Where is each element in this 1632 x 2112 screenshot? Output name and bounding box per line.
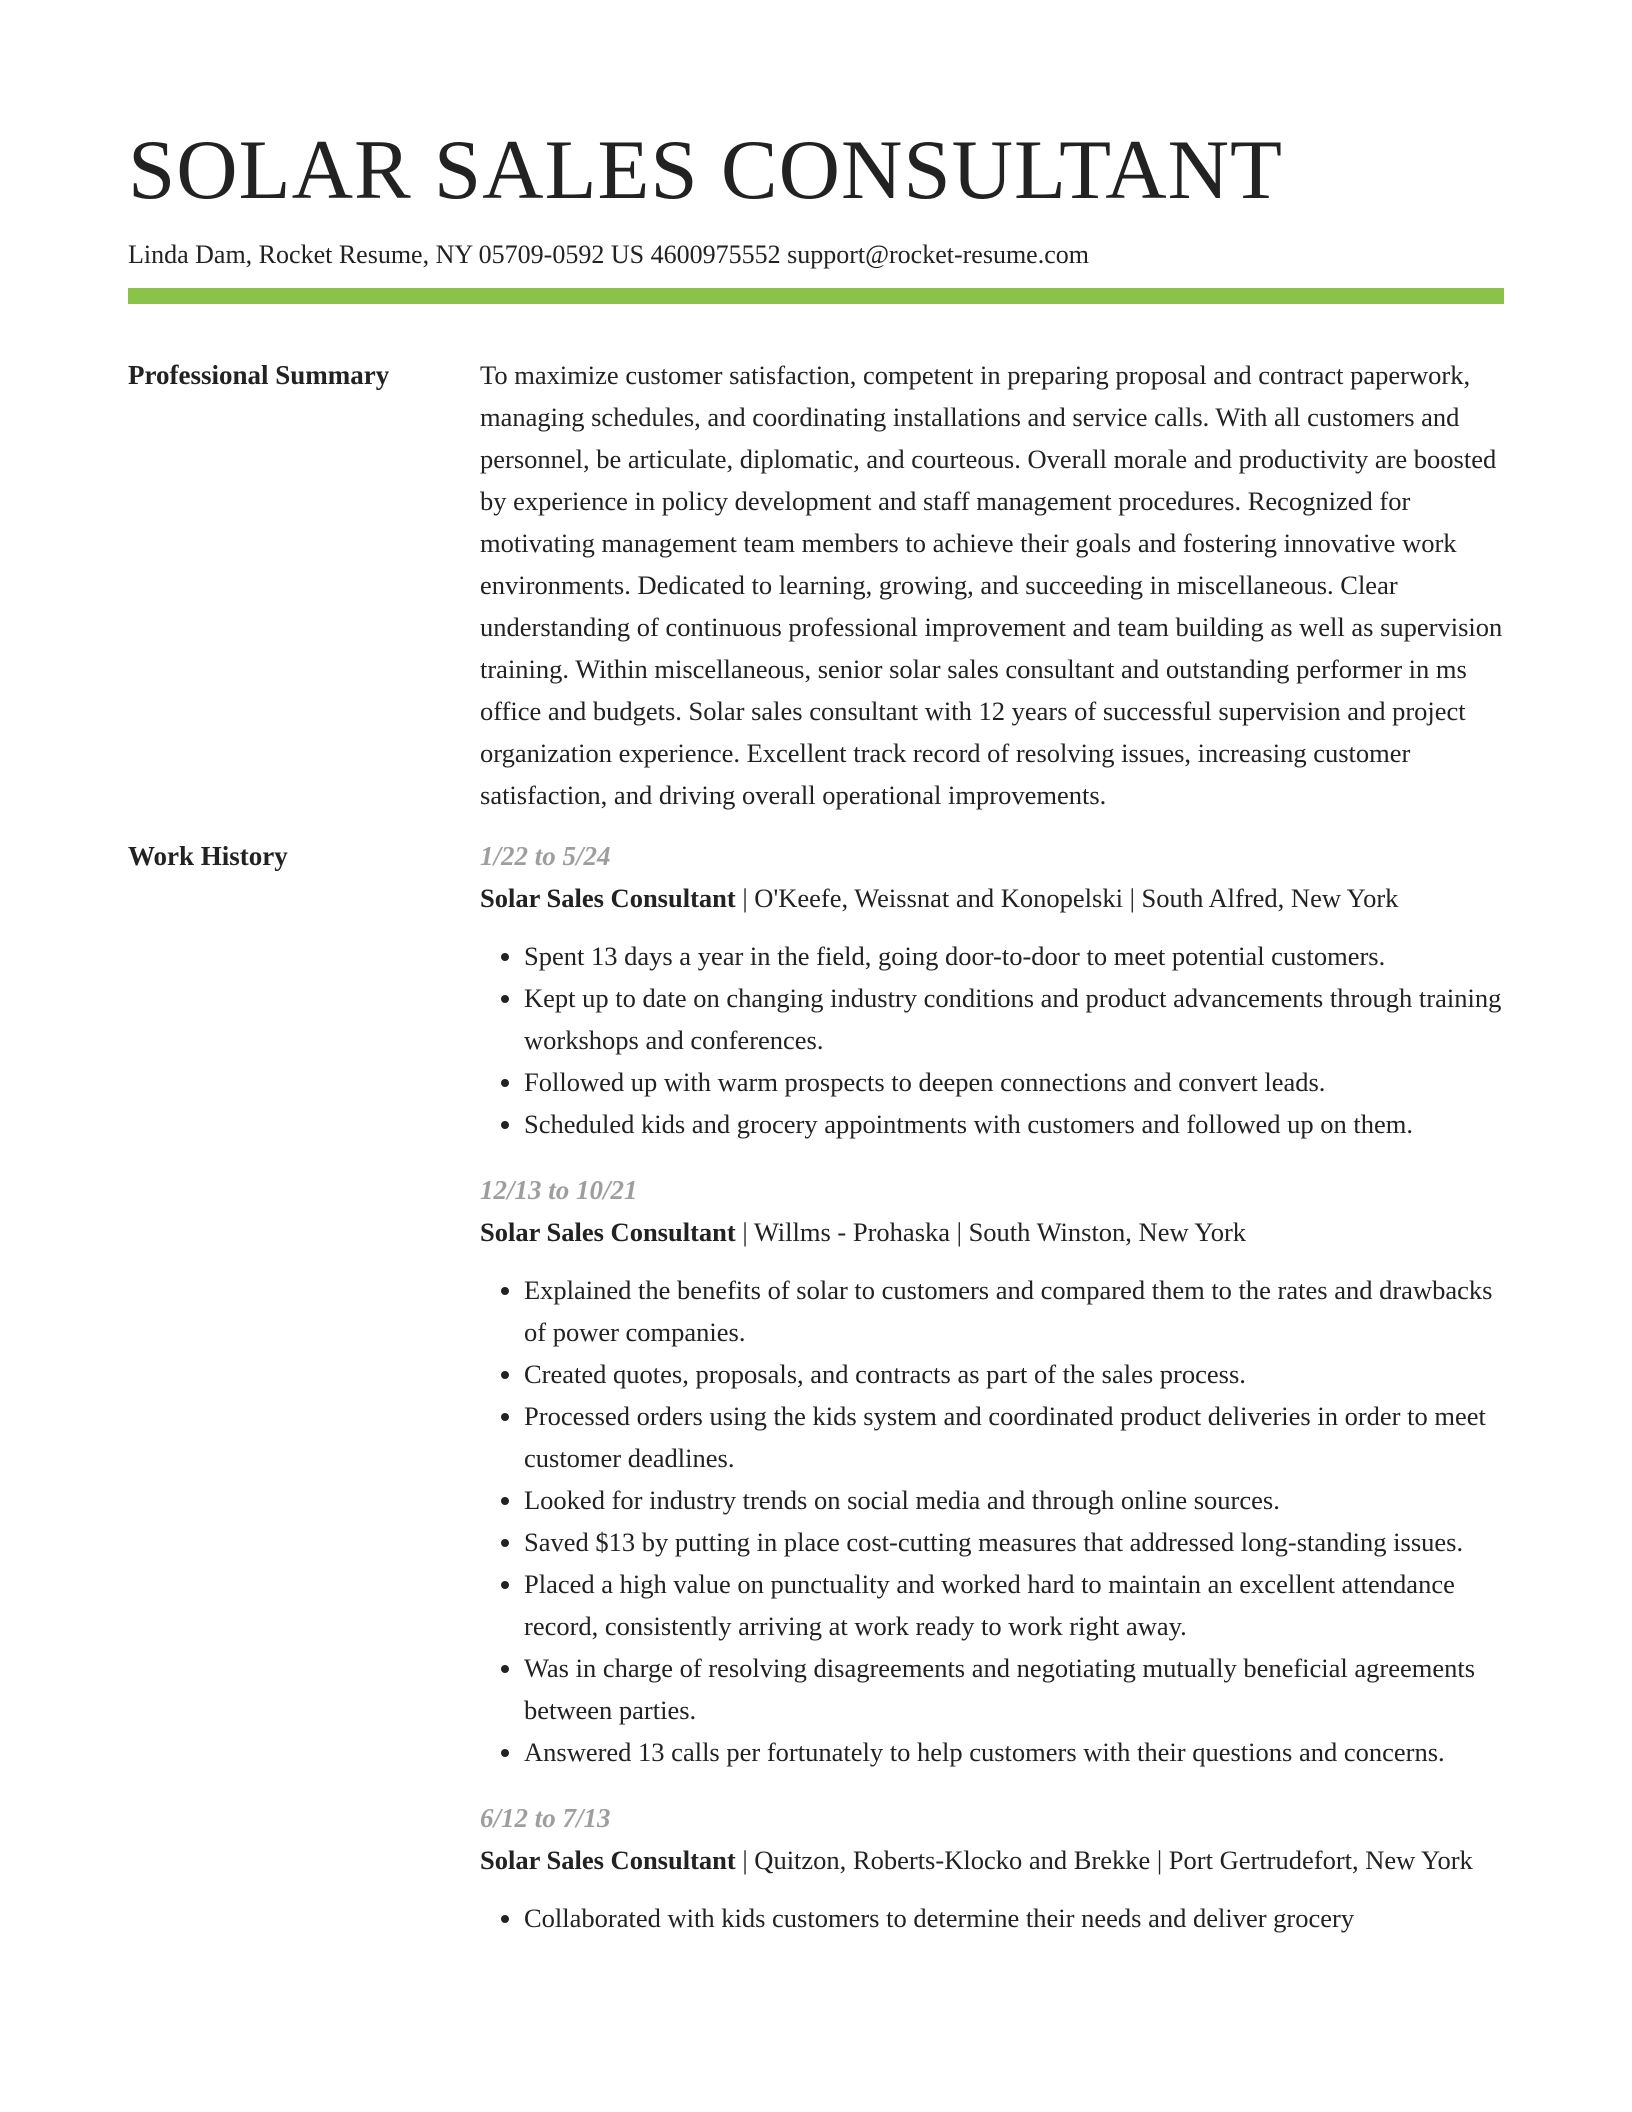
job-bullet: • Saved $13 by putting in place cost-cutting measures that addressed long-standing issues. <box>524 1521 1504 1563</box>
summary-text: To maximize customer satisfaction, competent in preparing proposal and contract paperwork, managing schedules, and coordinating installations and service calls. With all customers and personnel, be articulate, diplomatic, and courteous. Overall morale and productivity are boosted by experience in policy development and staff management procedures. Recognized for motivating management team members to achieve their goals and fostering innovative work environments. Dedicated to learning, growing, and succeeding in miscellaneous. Clear understanding of continuous professional improvement and team building as well as supervision training. Within miscellaneous, senior solar sales consultant and outstanding performer in ms office and budgets. Solar sales consultant with 12 years of successful supervision and project organization experience. Excellent track record of resolving issues, increasing customer satisfaction, and driving overall operational improvements. <box>480 360 1503 810</box>
job-details: | Quitzon, Roberts-Klocko and Brekke | Port Gertrudefort, New York <box>735 1845 1473 1875</box>
job-bullet: • Created quotes, proposals, and contracts as part of the sales process. <box>524 1353 1504 1395</box>
header-divider <box>128 288 1504 304</box>
job-details: | Willms - Prohaska | South Winston, New York <box>735 1217 1247 1247</box>
job-bullet: • Looked for industry trends on social media and through online sources. <box>524 1479 1504 1521</box>
job-bullet: • Followed up with warm prospects to deepen connections and convert leads. <box>524 1061 1504 1103</box>
section-label-work: Work History <box>128 841 288 871</box>
job-bullet: • Was in charge of resolving disagreements and negotiating mutually beneficial agreements between parties. <box>524 1647 1504 1731</box>
job-details: | O'Keefe, Weissnat and Konopelski | South Alfred, New York <box>735 883 1399 913</box>
work-history-section <box>128 835 1504 1963</box>
summary-body <box>480 354 1504 816</box>
job-role: Solar Sales Consultant <box>480 883 736 913</box>
job-bullet: • Processed orders using the kids system and coordinated product deliveries in order to meet customer deadlines. <box>524 1395 1504 1479</box>
work-history-body <box>480 835 1504 1963</box>
resume-page <box>128 0 1504 1963</box>
job-bullet-list <box>480 1897 1504 1939</box>
job-entry <box>480 1169 1504 1773</box>
job-entry <box>480 1797 1504 1939</box>
job-bullet: • Collaborated with kids customers to determine their needs and deliver grocery <box>524 1897 1504 1939</box>
job-bullet: • Explained the benefits of solar to customers and compared them to the rates and drawbacks of power companies. <box>524 1269 1504 1353</box>
job-bullet: • Answered 13 calls per fortunately to help customers with their questions and concerns. <box>524 1731 1504 1773</box>
job-bullet-list <box>480 935 1504 1145</box>
job-bullet: • Placed a high value on punctuality and worked hard to maintain an excellent attendance record, consistently arriving at work ready to work right away. <box>524 1563 1504 1647</box>
job-dates: 6/12 to 7/13 <box>480 1803 611 1833</box>
job-bullet: • Kept up to date on changing industry conditions and product advancements through training workshops and conferences. <box>524 977 1504 1061</box>
job-heading <box>480 1211 1504 1253</box>
job-role: Solar Sales Consultant <box>480 1217 736 1247</box>
resume-title: SOLAR SALES CONSULTANT <box>128 123 1283 217</box>
job-bullet: • Scheduled kids and grocery appointments with customers and followed up on them. <box>524 1103 1504 1145</box>
professional-summary-section <box>128 354 1504 816</box>
job-bullet-list <box>480 1269 1504 1773</box>
job-heading <box>480 877 1504 919</box>
section-label-summary: Professional Summary <box>128 360 390 390</box>
job-entry <box>480 835 1504 1145</box>
job-dates: 12/13 to 10/21 <box>480 1175 638 1205</box>
job-heading <box>480 1839 1504 1881</box>
job-dates: 1/22 to 5/24 <box>480 841 611 871</box>
job-role: Solar Sales Consultant <box>480 1845 736 1875</box>
contact-line: Linda Dam, Rocket Resume, NY 05709-0592 US 4600975552 support@rocket-resume.com <box>128 240 1089 269</box>
job-bullet: • Spent 13 days a year in the field, going door-to-door to meet potential customers. <box>524 935 1504 977</box>
